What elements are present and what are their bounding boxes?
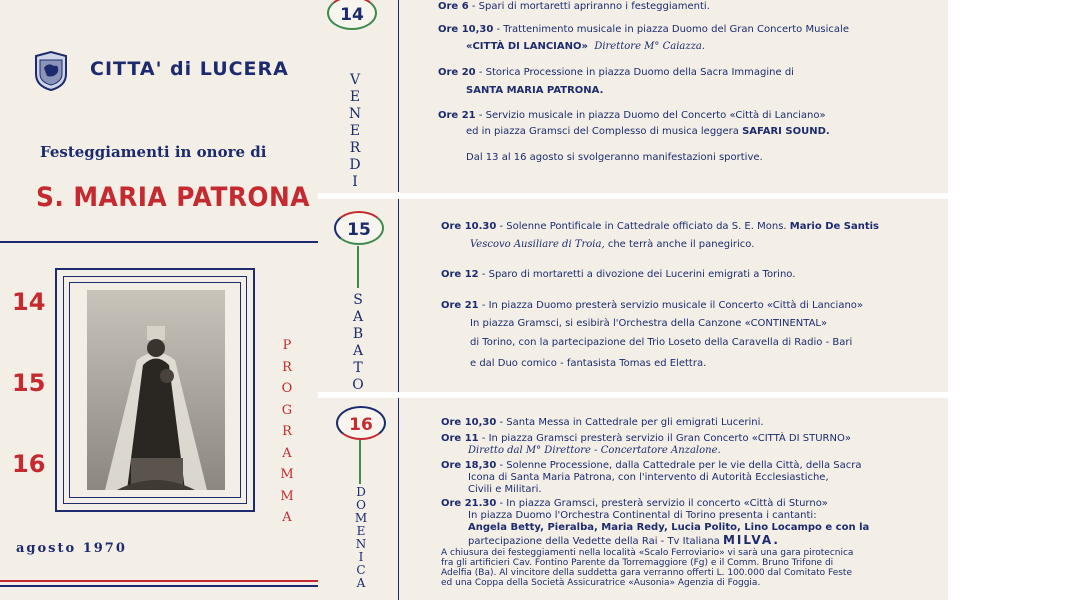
event-15-3-line3: di Torino, con la partecipazione del Trio Loseto della Caravella di Radio - Bari bbox=[470, 337, 853, 348]
event-16-3-line3: Civili e Militari. bbox=[468, 484, 542, 495]
event-15-1: Ore 10.30 - Solenne Pontificale in Cattedrale officiato da S. E. Mons. Mario De Santis bbox=[441, 221, 879, 232]
event-16-2-line2: Diretto dal M° Direttore - Concertatore Anzalone. bbox=[468, 445, 721, 456]
event-15-2: Ore 12 - Sparo di mortaretti a divozione dei Lucerini emigrati a Torino. bbox=[441, 269, 796, 280]
date-label: agosto 1970 bbox=[16, 541, 127, 556]
madonna-image bbox=[87, 290, 225, 490]
weekday-sabato: S A B A T O bbox=[352, 292, 364, 393]
divider-line bbox=[0, 241, 318, 243]
event-15-3-line4: e dal Duo comico - fantasista Tomas ed Elettra. bbox=[470, 358, 707, 369]
day-divider-line bbox=[398, 398, 399, 600]
madonna-picture-frame bbox=[55, 268, 255, 512]
event-16-4-line4: partecipazione della Vedette della Rai - Tv Italiana MILVA. bbox=[468, 533, 780, 547]
day-16-badge: 16 bbox=[336, 406, 386, 440]
event-16-4-line2: In piazza Duomo l'Orchestra Continental di Torino presenta i cantanti: bbox=[468, 510, 817, 521]
programma-vertical: P R O G R A M M A bbox=[280, 338, 294, 525]
cover-day-15: 15 bbox=[12, 369, 46, 397]
weekday-venerdi: V E N E R D I bbox=[348, 72, 362, 190]
event-16-4-line3: Angela Betty, Pieralba, Maria Redy, Lucia Polito, Lino Locampo e con la bbox=[468, 522, 870, 533]
event-14-2-line2: «CITTÀ DI LANCIANO» Direttore M° Caiazza. bbox=[466, 41, 706, 52]
footer-note-4: ed una Coppa della Società Assicuratrice «Ausonia» Agenzia di Foggia. bbox=[441, 578, 761, 588]
coat-of-arms-icon bbox=[32, 50, 70, 92]
event-14-4-line2: ed in piazza Gramsci del Complesso di musica leggera SAFARI SOUND. bbox=[466, 126, 830, 137]
event-14-4: Ore 21 - Servizio musicale in piazza Duomo del Concerto «Città di Lanciano» bbox=[438, 110, 826, 121]
bottom-blue-stripe bbox=[0, 585, 318, 587]
event-15-3-line2: In piazza Gramsci, si esibirà l'Orchestra della Canzone «CONTINENTAL» bbox=[470, 318, 828, 329]
weekday-domenica: D O M E N I C A bbox=[354, 485, 368, 590]
event-16-3: Ore 18,30 - Solenne Processione, dalla Cattedrale per le vie della Città, della Sacra bbox=[441, 460, 862, 471]
cover-day-14: 14 bbox=[12, 288, 46, 316]
event-15-1-line2: Vescovo Ausiliare di Troia, che terrà anche il panegirico. bbox=[470, 239, 755, 250]
day-divider-line bbox=[398, 199, 399, 392]
footer-note-3: Adelfia (Ba). Al vincitore della suddetta gara verranno offerti L. 100.000 dal Comitato Feste bbox=[441, 568, 852, 578]
footer-note-2: fra gli artificieri Cav. Fontino Parente da Torremaggiore (Fg) e il Comm. Bruno Trifone di bbox=[441, 558, 834, 568]
event-14-note: Dal 13 al 16 agosto si svolgeranno manifestazioni sportive. bbox=[466, 152, 763, 163]
event-14-3-line2: SANTA MARIA PATRONA. bbox=[466, 85, 604, 96]
event-15-3: Ore 21 - In piazza Duomo presterà servizio musicale il Concerto «Città di Lanciano» bbox=[441, 300, 864, 311]
badge-stem bbox=[359, 440, 361, 484]
cover-day-16: 16 bbox=[12, 450, 46, 478]
event-14-3: Ore 20 - Storica Processione in piazza Duomo della Sacra Immagine di bbox=[438, 67, 794, 78]
day-14-badge: 14 bbox=[327, 0, 377, 30]
day-divider-line bbox=[398, 0, 399, 192]
cover-panel bbox=[0, 0, 318, 600]
bottom-red-stripe bbox=[0, 580, 318, 582]
event-16-4: Ore 21.30 - In piazza Gramsci, presterà servizio il concerto «Città di Sturno» bbox=[441, 498, 828, 509]
section-gap bbox=[318, 392, 948, 398]
event-16-3-line2: Icona di Santa Maria Patrona, con l'intervento di Autorità Ecclesiastiche, bbox=[468, 472, 829, 483]
section-gap bbox=[318, 193, 948, 199]
festeggiamenti-heading: Festeggiamenti in onore di bbox=[40, 143, 267, 161]
day-15-badge: 15 bbox=[334, 211, 384, 245]
footer-note-1: A chiusura dei festeggiamenti nella località «Scalo Ferroviario» vi sarà una gara pirotecnica bbox=[441, 548, 854, 558]
event-16-1: Ore 10,30 - Santa Messa in Cattedrale per gli emigrati Lucerini. bbox=[441, 417, 764, 428]
city-title: CITTA' di LUCERA bbox=[90, 58, 289, 80]
badge-stem bbox=[357, 246, 359, 288]
event-14-1: Ore 6 - Spari di mortaretti apriranno i festeggiamenti. bbox=[438, 1, 710, 12]
patrona-title: S. MARIA PATRONA bbox=[36, 182, 310, 213]
event-16-2: Ore 11 - In piazza Gramsci presterà servizio il Gran Concerto «CITTÀ DI STURNO» bbox=[441, 433, 851, 444]
event-14-2: Ore 10,30 - Trattenimento musicale in piazza Duomo del Gran Concerto Musicale bbox=[438, 24, 849, 35]
